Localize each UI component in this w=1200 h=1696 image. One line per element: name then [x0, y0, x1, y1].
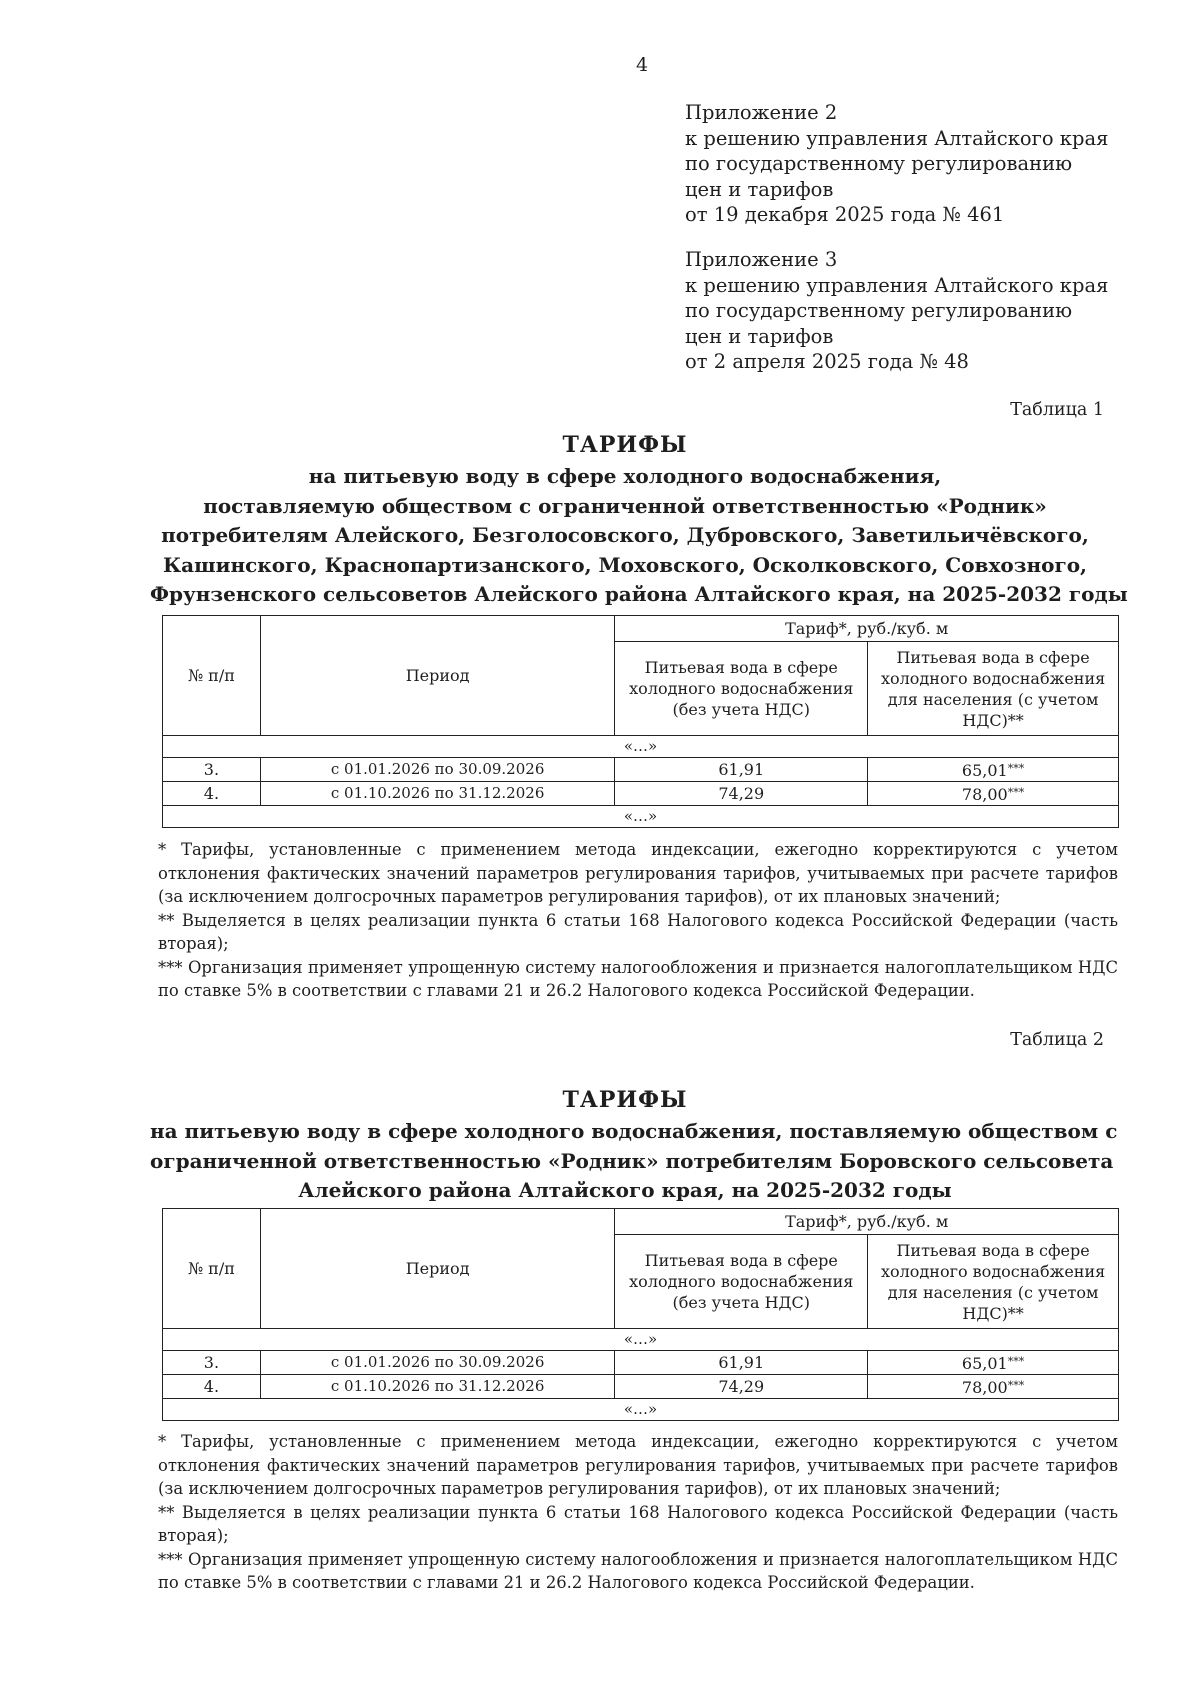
row-population-value: 65,01 [961, 1354, 1008, 1373]
title-line: Кашинского, Краснопартизанского, Моховского, Осколковского, Совхозного, [162, 552, 1088, 577]
row-without-vat: 74,29 [615, 782, 868, 806]
footnote-mark: *** [1007, 1379, 1025, 1392]
header-population: Питьевая вода в сфере холодного водоснабжения для населения (с учетом НДС)** [868, 642, 1119, 736]
ellipsis-row: «…» [163, 806, 1119, 828]
appendix-line: от 2 апреля 2025 года № 48 [685, 350, 969, 373]
footnote: ** Выделяется в целях реализации пункта 6 статьи 168 Налогового кодекса Российской Федерации (часть вторая); [158, 910, 1118, 953]
title-heading: ТАРИФЫ [562, 432, 688, 458]
row-population [868, 1351, 1119, 1375]
appendix-line: цен и тарифов [685, 324, 834, 348]
tariff-table-1 [162, 615, 1119, 828]
footnote: ** Выделяется в целях реализации пункта 6 статьи 168 Налогового кодекса Российской Федерации (часть вторая); [158, 1502, 1118, 1545]
row-num: 3. [163, 1351, 261, 1375]
table-2-title [150, 1085, 1118, 1206]
footnote: *** Организация применяет упрощенную систему налогообложения и признается налогоплательщиком НДС по ставке 5% в соответствии с главами 21 и 26.2 Налогового кодекса Российской Федерации. [158, 957, 1118, 1000]
appendix-line: цен и тарифов [685, 177, 834, 201]
row-population [868, 1375, 1119, 1399]
footnote: * Тарифы, установленные с применением метода индексации, ежегодно корректируются с учетом отклонения фактических значений параметров регулирования тарифов, учитываемых при расчете тарифов (за исключением долгосрочных параметров регулирования тарифов), от их плановых значений; [158, 1432, 1118, 1498]
row-without-vat: 61,91 [615, 758, 868, 782]
appendix-line: по государственному регулированию [685, 299, 1073, 322]
table-1-title [150, 430, 1128, 610]
title-line: Фрунзенского сельсоветов Алейского района Алтайского края, на 2025-2032 годы [150, 582, 1128, 606]
header-without-vat: Питьевая вода в сфере холодного водоснабжения (без учета НДС) [615, 642, 868, 736]
row-period: с 01.10.2026 по 31.12.2026 [260, 1375, 615, 1399]
footnote-mark: *** [1007, 762, 1025, 775]
title-line: ограниченной ответственностью «Родник» потребителям Боровского сельсовета [150, 1148, 1114, 1173]
header-without-vat: Питьевая вода в сфере холодного водоснабжения (без учета НДС) [615, 1235, 868, 1329]
page-number: 4 [636, 54, 649, 76]
title-line: на питьевую воду в сфере холодного водоснабжения, поставляемую обществом с [150, 1119, 1118, 1143]
appendix-line: по государственному регулированию [685, 152, 1073, 175]
header-period: Период [260, 616, 615, 736]
header-num: № п/п [163, 1209, 261, 1329]
row-period: с 01.01.2026 по 30.09.2026 [260, 1351, 615, 1375]
row-period: с 01.01.2026 по 30.09.2026 [260, 758, 615, 782]
appendix-line: к решению управления Алтайского края [685, 126, 1109, 150]
table-2-label: Таблица 2 [1010, 1030, 1104, 1050]
header-num: № п/п [163, 616, 261, 736]
appendix-line: Приложение 2 [685, 101, 838, 124]
title-line: потребителям Алейского, Безголосовского, Дубровского, Заветильичёвского, [161, 523, 1089, 547]
ellipsis-row: «…» [163, 1329, 1119, 1351]
title-heading: ТАРИФЫ [562, 1087, 688, 1113]
row-population [868, 782, 1119, 806]
appendix-line: Приложение 3 [685, 248, 838, 271]
title-line: поставляемую обществом с ограниченной ответственностью «Родник» [203, 493, 1047, 518]
header-tariff: Тариф*, руб./куб. м [615, 616, 1119, 642]
ellipsis-row: «…» [163, 1399, 1119, 1421]
header-period: Период [260, 1209, 615, 1329]
appendix-3-header [685, 247, 1155, 375]
appendix-2-header [685, 100, 1155, 228]
row-num: 4. [163, 1375, 261, 1399]
row-population-value: 65,01 [961, 761, 1008, 780]
row-period: с 01.10.2026 по 31.12.2026 [260, 782, 615, 806]
table-2-footnotes [158, 1430, 1118, 1595]
table-1-label: Таблица 1 [1010, 400, 1104, 420]
appendix-line: к решению управления Алтайского края [685, 273, 1109, 297]
row-num: 4. [163, 782, 261, 806]
row-num: 3. [163, 758, 261, 782]
ellipsis-row: «…» [163, 736, 1119, 758]
tariff-table-2 [162, 1208, 1119, 1421]
row-population [868, 758, 1119, 782]
table-1-footnotes [158, 838, 1118, 1003]
footnote-mark: *** [1007, 786, 1025, 799]
appendix-line: от 19 декабря 2025 года № 461 [685, 203, 1005, 226]
title-line: Алейского района Алтайского края, на 2025-2032 годы [298, 1178, 952, 1202]
row-without-vat: 74,29 [615, 1375, 868, 1399]
row-without-vat: 61,91 [615, 1351, 868, 1375]
header-population: Питьевая вода в сфере холодного водоснабжения для населения (с учетом НДС)** [868, 1235, 1119, 1329]
row-population-value: 78,00 [961, 785, 1008, 804]
footnote-mark: *** [1007, 1355, 1025, 1368]
footnote: *** Организация применяет упрощенную систему налогообложения и признается налогоплательщиком НДС по ставке 5% в соответствии с главами 21 и 26.2 Налогового кодекса Российской Федерации. [158, 1549, 1118, 1592]
title-line: на питьевую воду в сфере холодного водоснабжения, [308, 464, 942, 488]
row-population-value: 78,00 [961, 1378, 1008, 1397]
header-tariff: Тариф*, руб./куб. м [615, 1209, 1119, 1235]
footnote: * Тарифы, установленные с применением метода индексации, ежегодно корректируются с учетом отклонения фактических значений параметров регулирования тарифов, учитываемых при расчете тарифов (за исключением долгосрочных параметров регулирования тарифов), от их плановых значений; [158, 840, 1118, 906]
